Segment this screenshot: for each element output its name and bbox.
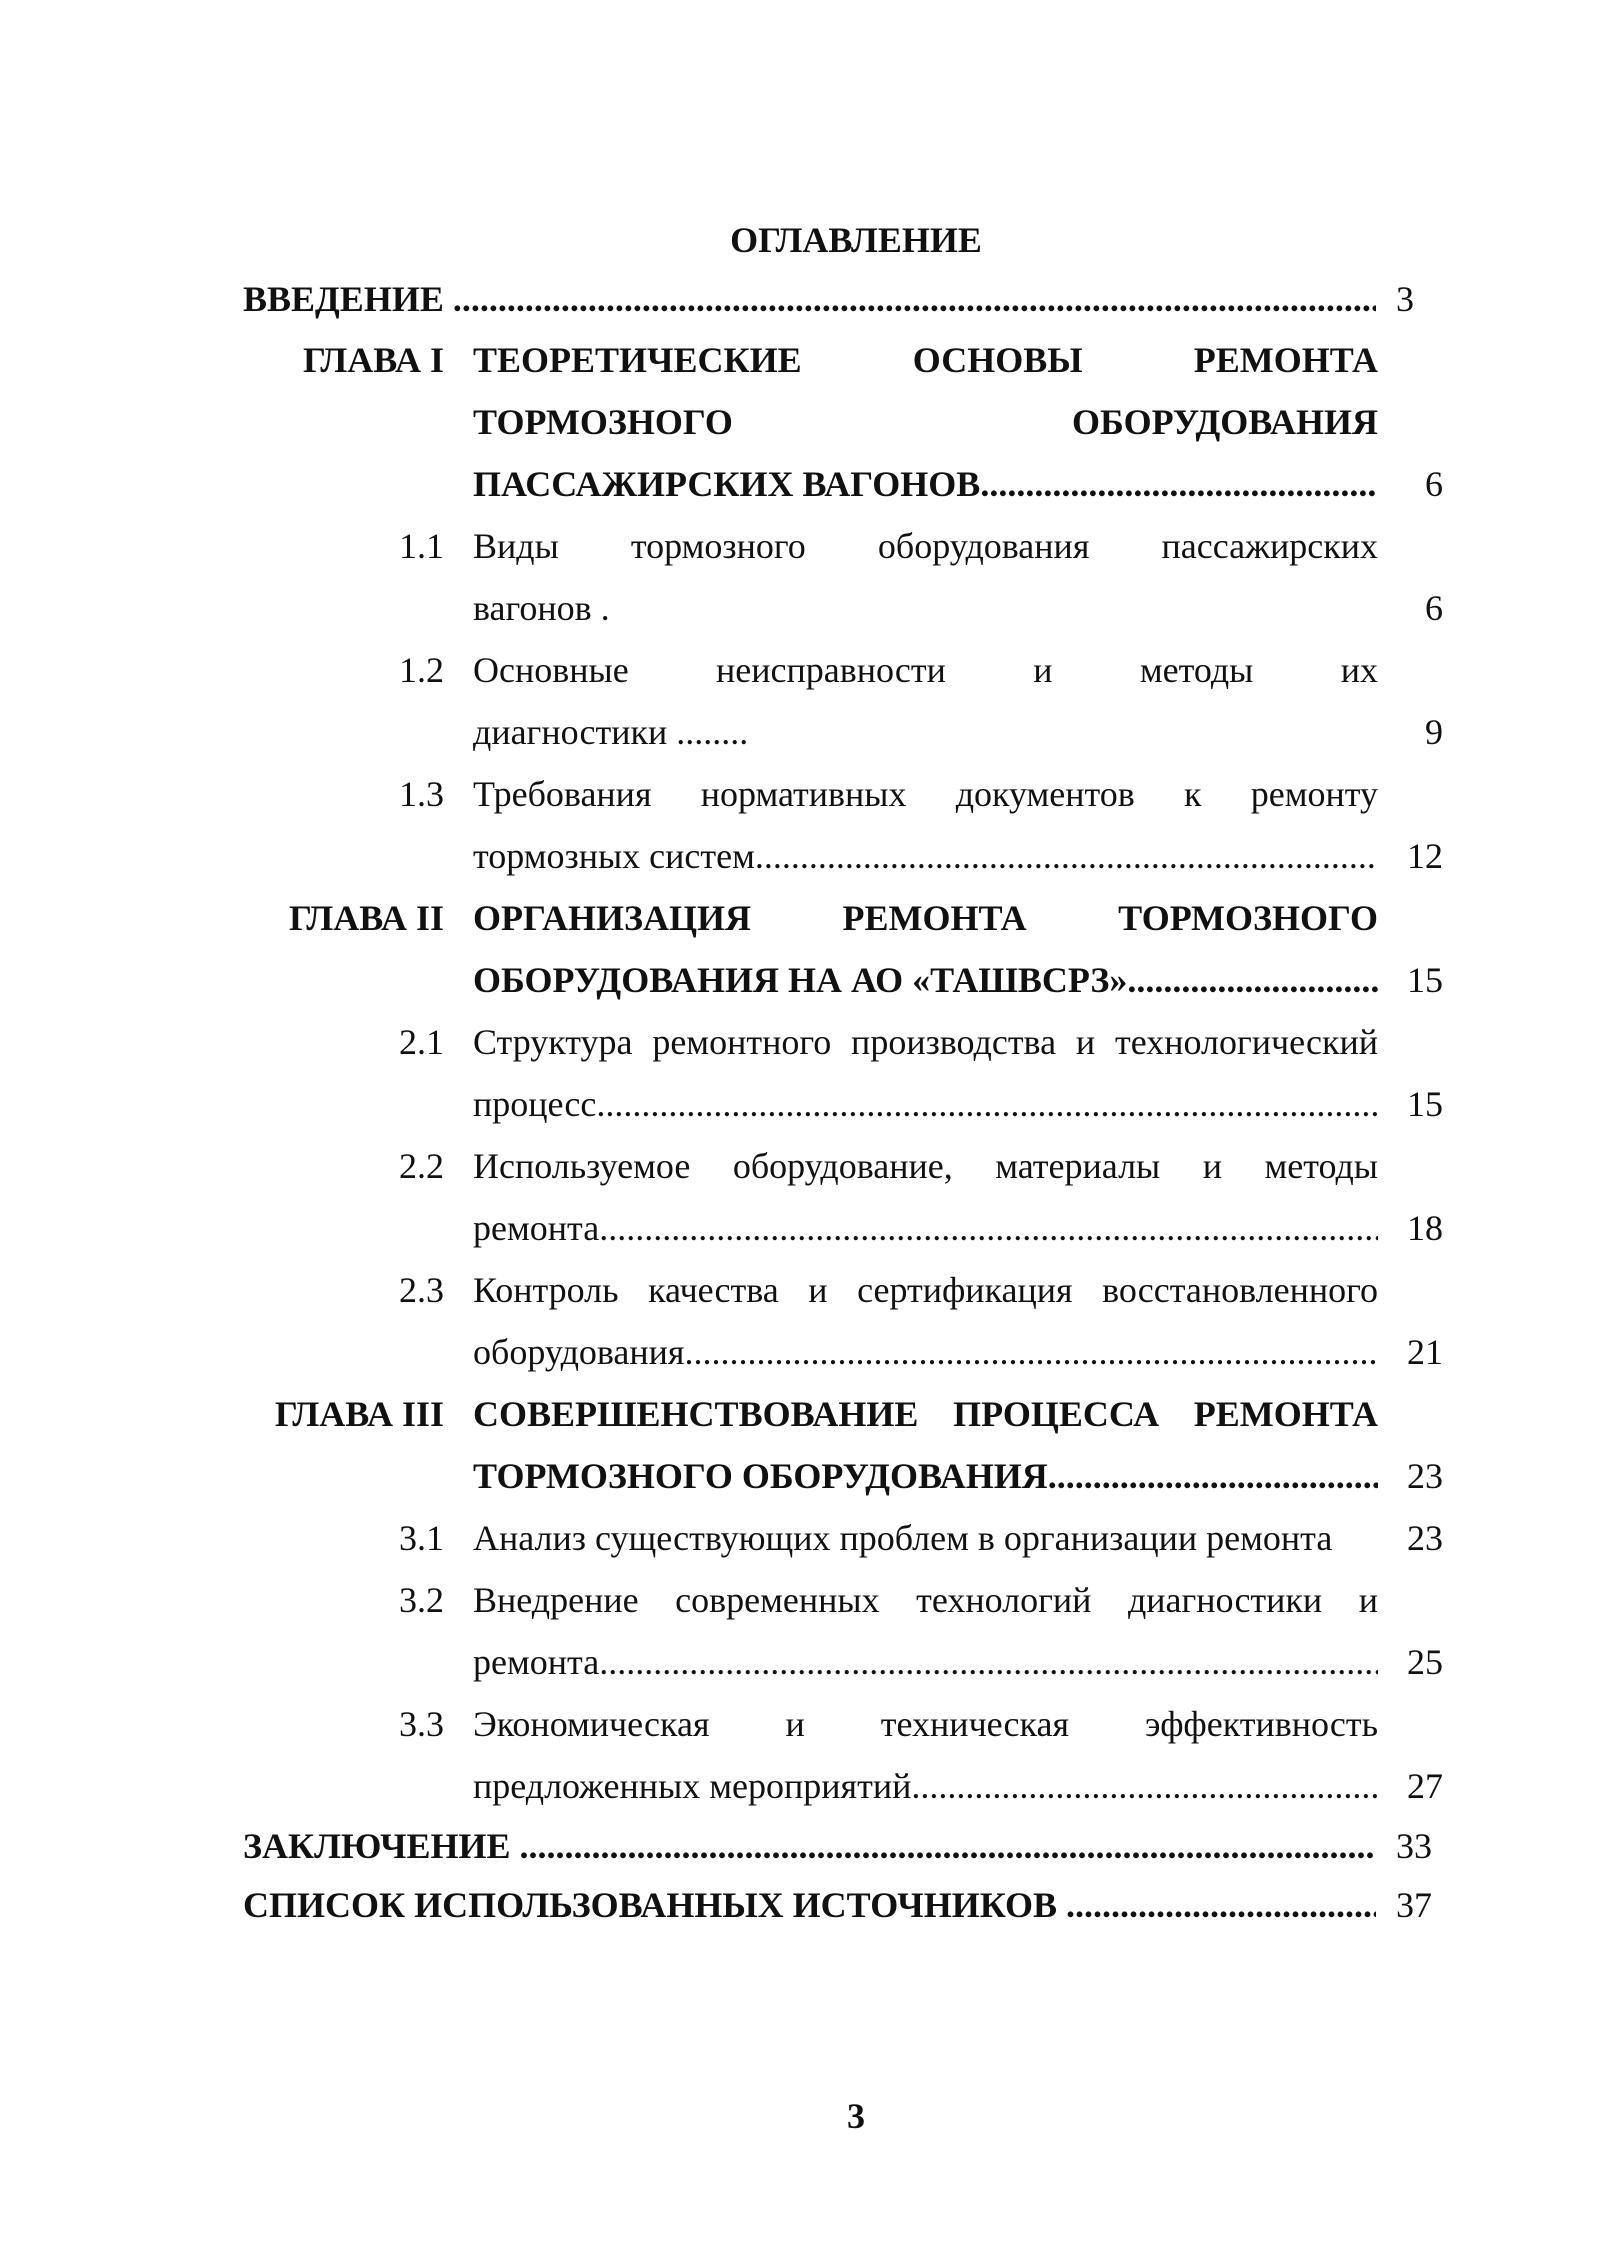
toc-entry-text: диагностики ........ — [473, 712, 749, 752]
toc-entry-text: предложенных мероприятий — [473, 1766, 912, 1806]
toc-entry-last-line — [473, 1321, 1378, 1383]
toc-entry-section — [0, 515, 1600, 639]
toc-entry-line: Контроль качества и сертификация восстановленного — [473, 1270, 1378, 1310]
toc-entry-section — [0, 1569, 1600, 1693]
toc-entry-chapter — [0, 887, 1600, 1011]
toc-leader-dots — [748, 701, 1378, 763]
toc-entry-line: ТЕОРЕТИЧЕСКИЕ ОСНОВЫ РЕМОНТА — [473, 340, 1378, 380]
toc-leader-dots — [755, 825, 1378, 887]
toc-entry-top — [243, 1876, 1443, 1935]
toc-entry-text: оборудования — [473, 1332, 685, 1372]
toc-leader-dots — [610, 577, 1378, 639]
toc-entry-label: 1.2 — [399, 650, 444, 690]
toc-entry-line: Экономическая и техническая эффективность — [473, 1704, 1378, 1744]
toc-entry-content — [473, 763, 1378, 887]
toc-entry-content — [473, 1383, 1378, 1507]
toc-entry-line: ТОРМОЗНОГО ОБОРУДОВАНИЯ — [473, 402, 1378, 442]
toc-entry-label: 3.3 — [399, 1704, 444, 1744]
toc-page-number: 6 — [1425, 464, 1443, 504]
toc-entry-line: Внедрение современных технологий диагностики и — [473, 1580, 1378, 1620]
toc-entry-last-line — [473, 1755, 1378, 1817]
toc-entry-label: 3.1 — [399, 1518, 444, 1558]
toc-entry-label: 2.3 — [399, 1270, 444, 1310]
toc-page-number: 21 — [1407, 1332, 1443, 1372]
toc-entry-last-line — [473, 1507, 1378, 1569]
toc-entry-section — [0, 1259, 1600, 1383]
toc-entry-text: тормозных систем — [473, 836, 755, 876]
toc-leader-dots — [599, 1631, 1378, 1693]
toc-entry-content — [473, 1011, 1378, 1135]
toc-entry-section — [0, 1693, 1600, 1817]
toc-entry-text: вагонов . — [473, 588, 610, 628]
toc-page-number: 15 — [1407, 960, 1443, 1000]
toc-entry-last-line — [473, 1631, 1378, 1693]
toc-entry-text: ОБОРУДОВАНИЯ НА АО «ТАШВСРЗ» — [473, 960, 1128, 1000]
toc-leader-dots — [980, 453, 1378, 515]
toc-page-number: 12 — [1407, 836, 1443, 876]
toc-entry-line: СОВЕРШЕНСТВОВАНИЕ ПРОЦЕССА РЕМОНТА — [473, 1394, 1378, 1434]
toc-entry-label: ГЛАВА III — [274, 1394, 444, 1434]
page-title: ОГЛАВЛЕНИЕ — [730, 220, 982, 260]
toc-entry-title: ЗАКЛЮЧЕНИЕ ..... — [243, 1817, 1376, 1876]
toc-entry-section — [0, 1011, 1600, 1135]
toc-entry-label: ГЛАВА I — [302, 340, 444, 380]
toc-entry-text: Анализ существующих проблем в организации ремонта — [473, 1518, 1333, 1558]
toc-entry-last-line — [473, 949, 1378, 1011]
toc-entry-top — [243, 270, 1443, 329]
toc-leader-dots — [596, 1073, 1378, 1135]
toc-entry-top — [243, 1817, 1443, 1876]
toc-entry-last-line — [473, 1197, 1378, 1259]
toc-entry-line: ОРГАНИЗАЦИЯ РЕМОНТА ТОРМОЗНОГО — [473, 898, 1378, 938]
toc-entry-label: 3.2 — [399, 1580, 444, 1620]
toc-entry-content — [473, 887, 1378, 1011]
toc-entry-section — [0, 639, 1600, 763]
toc-page-number: 9 — [1425, 712, 1443, 752]
toc-entry-title: ВВЕДЕНИЕ ..... — [243, 270, 1376, 329]
toc-entry-line: Используемое оборудование, материалы и методы — [473, 1146, 1378, 1186]
toc-entry-chapter — [0, 329, 1600, 515]
toc-entry-label: 1.3 — [399, 774, 444, 814]
toc-entry-last-line — [473, 1073, 1378, 1135]
toc-entry-section — [0, 1507, 1600, 1569]
toc-page-number: 3 — [1396, 279, 1414, 319]
toc-entry-text: процесс — [473, 1084, 597, 1124]
toc-entry-line: Структура ремонтного производства и технологический — [473, 1022, 1378, 1062]
toc-entry-last-line — [473, 701, 1378, 763]
toc-leader-dots — [1332, 1507, 1378, 1569]
toc-leader-dots — [599, 1197, 1378, 1259]
toc-entry-label: 2.1 — [399, 1022, 444, 1062]
toc-page-number: 25 — [1407, 1642, 1443, 1682]
toc-entry-content — [473, 329, 1378, 515]
toc-entry-content — [473, 1135, 1378, 1259]
table-of-contents — [0, 270, 1600, 1935]
toc-page-number: 15 — [1407, 1084, 1443, 1124]
toc-entry-label: ГЛАВА II — [288, 898, 444, 938]
toc-leader-dots — [684, 1321, 1378, 1383]
toc-entry-content — [473, 639, 1378, 763]
toc-entry-content — [473, 1259, 1378, 1383]
toc-leader-dots — [1048, 1445, 1378, 1507]
toc-entry-label: 1.1 — [399, 526, 444, 566]
toc-entry-label: 2.2 — [399, 1146, 444, 1186]
toc-page-number: 18 — [1407, 1208, 1443, 1248]
toc-entry-chapter — [0, 1383, 1600, 1507]
toc-entry-text: ремонта — [473, 1642, 600, 1682]
toc-entry-last-line — [473, 825, 1378, 887]
toc-entry-content — [473, 1693, 1378, 1817]
toc-entry-text: ремонта — [473, 1208, 600, 1248]
toc-entry-section — [0, 763, 1600, 887]
toc-leader-dots — [1127, 949, 1378, 1011]
toc-entry-last-line — [473, 577, 1378, 639]
toc-entry-line: Основные неисправности и методы их — [473, 650, 1378, 690]
toc-entry-content — [473, 1569, 1378, 1693]
toc-leader-dots — [911, 1755, 1378, 1817]
toc-entry-content — [473, 515, 1378, 639]
toc-page-number: 27 — [1407, 1766, 1443, 1806]
toc-page-number: 23 — [1407, 1456, 1443, 1496]
toc-page-number: 37 — [1396, 1885, 1432, 1925]
toc-page-number: 6 — [1425, 588, 1443, 628]
page-number: 3 — [847, 2096, 865, 2136]
toc-entry-text: ПАССАЖИРСКИХ ВАГОНОВ — [473, 464, 981, 504]
toc-page-number: 23 — [1407, 1518, 1443, 1558]
toc-entry-title: СПИСОК ИСПОЛЬЗОВАННЫХ ИСТОЧНИКОВ ..... — [243, 1876, 1376, 1935]
toc-entry-line: Виды тормозного оборудования пассажирских — [473, 526, 1378, 566]
toc-entry-text: ТОРМОЗНОГО ОБОРУДОВАНИЯ — [473, 1456, 1048, 1496]
toc-entry-line: Требования нормативных документов к ремонту — [473, 774, 1378, 814]
toc-entry-last-line — [473, 453, 1378, 515]
toc-entry-content — [473, 1507, 1378, 1569]
toc-page-number: 33 — [1396, 1826, 1432, 1866]
toc-entry-section — [0, 1135, 1600, 1259]
toc-entry-last-line — [473, 1445, 1378, 1507]
